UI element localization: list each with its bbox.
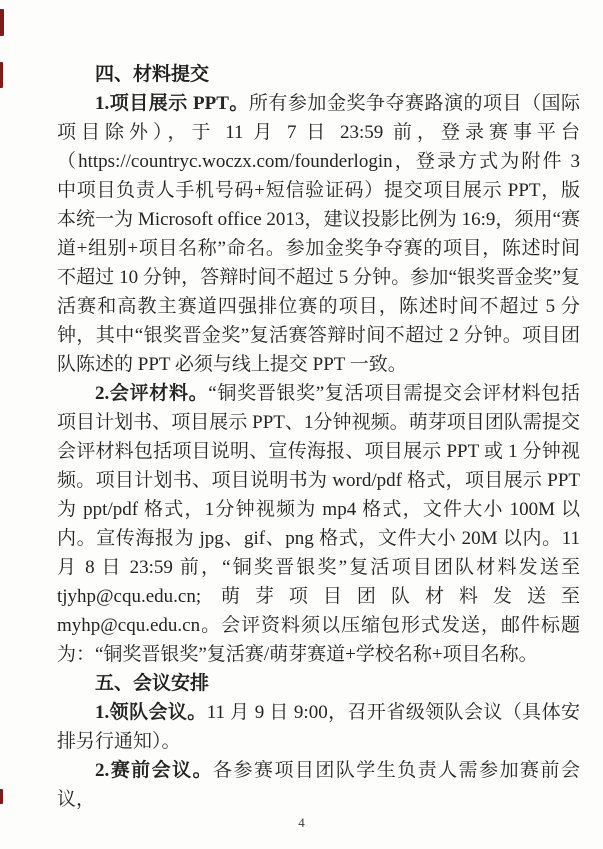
paragraph-leader-meeting <box>57 698 580 756</box>
paragraph-body: 所有参加金奖争夺赛路演的项目（国际项目除外），于 11 月 7 日 23:59 前，登录赛事平台（https://countryc.woczx.com/founderlogin，登录方式为附件 3 中项目负责人手机号码+短信验证码）提交项目展示 PPT，版本统一为 Microsoft office 2013，建议投影比例为 16:9，须用“赛道+组别+项目名称”命名。参加金奖争夺赛的项目，陈述时间不超过 10 分钟，答辩时间不超过 5 分钟。参加“银奖晋金奖”复活赛和高教主赛道四强排位赛的项目，陈述时间不超过 5 分钟，其中“银奖晋金奖”复活赛答辩时间不超过 2 分钟。项目团队陈述的 PPT 必须与线上提交 PPT 一致。 <box>57 93 580 375</box>
paragraph-pre-competition-meeting <box>57 756 580 814</box>
section-material-submission <box>57 60 580 669</box>
section-heading-meeting-arrangement: 五、会议安排 <box>95 673 210 694</box>
page-number: 4 <box>298 815 305 830</box>
paragraph-body: 各参赛项目团队学生负责人需参加赛前会议， <box>57 760 580 810</box>
paragraph-lead: 1.项目展示 PPT。 <box>95 93 249 114</box>
scan-mark <box>0 9 4 36</box>
paragraph-lead: 2.会评材料。 <box>95 383 209 404</box>
document-content <box>57 60 580 814</box>
scan-mark <box>0 62 3 88</box>
section-meeting-arrangement <box>57 669 580 814</box>
paragraph-project-ppt <box>57 89 580 379</box>
paragraph-body: 11 月 9 日 9:00，召开省级领队会议（具体安排另行通知）。 <box>57 702 580 752</box>
section-heading-material-submission: 四、材料提交 <box>95 64 210 85</box>
paragraph-lead: 2.赛前会议。 <box>95 760 214 781</box>
paragraph-lead: 1.领队会议。 <box>95 702 207 723</box>
paragraph-review-materials <box>57 379 580 669</box>
paragraph-body: “铜奖晋银奖”复活项目需提交会评材料包括项目计划书、项目展示 PPT、1分钟视频。萌芽项目团队需提交会评材料包括项目说明、宣传海报、项目展示 PPT 或 1 分钟视频。项目计划书、项目说明书为 word/pdf 格式，项目展示 PPT 为 ppt/pdf 格式，1分钟视频为 mp4 格式，文件大小 100M 以内。宣传海报为 jpg、gif、png 格式，文件大小 20M 以内。11 月 8 日 23:59 前，“铜奖晋银奖”复活项目团队材料发送至 tjyhp@cqu.edu.cn; 萌芽项目团队材料发送至 myhp@cqu.edu.cn。会评资料须以压缩包形式发送，邮件标题为：“铜奖晋银奖”复活赛/萌芽赛道+学校名称+项目名称。 <box>57 383 580 665</box>
scan-mark <box>0 789 3 804</box>
